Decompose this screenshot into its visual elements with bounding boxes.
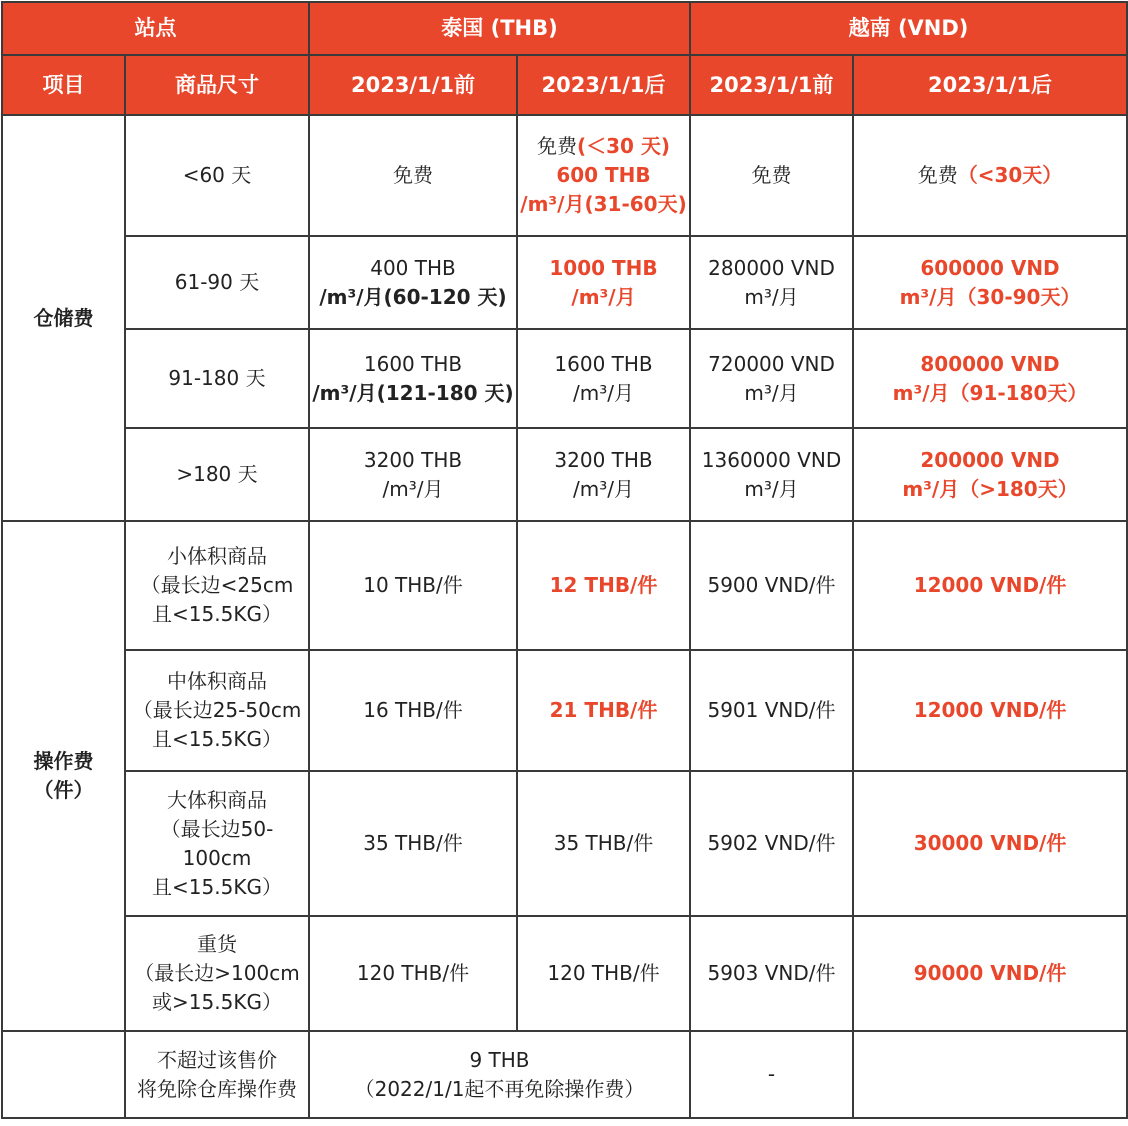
size-cell: 重货 （最长边>100cm 或>15.5KG）: [125, 916, 309, 1031]
vn-before-cell: 免费: [690, 115, 853, 236]
vn-after-cell: 800000 VND m³/月（91-180天）: [853, 329, 1127, 428]
table-row: [2, 115, 1127, 236]
th-before-cell: 120 THB/件: [309, 916, 517, 1031]
header-item: 项目: [2, 55, 125, 115]
size-cell: <60 天: [125, 115, 309, 236]
table-row: [2, 329, 1127, 428]
header-th-after: 2023/1/1后: [517, 55, 690, 115]
th-after-cell: 21 THB/件: [517, 650, 690, 771]
size-cell: 61-90 天: [125, 236, 309, 329]
exemption-vn-before-cell: -: [690, 1031, 853, 1118]
header-site: 站点: [2, 2, 309, 55]
vn-before-cell: 720000 VND m³/月: [690, 329, 853, 428]
header-size: 商品尺寸: [125, 55, 309, 115]
exemption-thailand-cell: 9 THB （2022/1/1起不再免除操作费）: [309, 1031, 690, 1118]
size-cell: 大体积商品 （最长边50- 100cm 且<15.5KG）: [125, 771, 309, 916]
vn-after-cell: 12000 VND/件: [853, 521, 1127, 650]
category-storage: 仓储费: [2, 115, 125, 521]
vn-before-cell: 5902 VND/件: [690, 771, 853, 916]
vn-before-cell: 5903 VND/件: [690, 916, 853, 1031]
th-after-cell: 12 THB/件: [517, 521, 690, 650]
vn-after-cell: 12000 VND/件: [853, 650, 1127, 771]
vn-before-cell: 1360000 VND m³/月: [690, 428, 853, 521]
th-before-cell: 400 THB /m³/月(60-120 天): [309, 236, 517, 329]
header-vietnam: 越南 (VND): [690, 2, 1127, 55]
table-row: [2, 916, 1127, 1031]
vn-after-cell: 免费（<30天）: [853, 115, 1127, 236]
vn-after-cell: 90000 VND/件: [853, 916, 1127, 1031]
vn-before-cell: 5901 VND/件: [690, 650, 853, 771]
table-row: [2, 650, 1127, 771]
th-before-cell: 16 THB/件: [309, 650, 517, 771]
exemption-empty-cell: [2, 1031, 125, 1118]
th-after-cell: 35 THB/件: [517, 771, 690, 916]
th-after-cell: 1000 THB /m³/月: [517, 236, 690, 329]
th-before-cell: 10 THB/件: [309, 521, 517, 650]
table-row-exemption: [2, 1031, 1127, 1118]
vn-after-cell: 30000 VND/件: [853, 771, 1127, 916]
table-row: [2, 771, 1127, 916]
th-after-cell: 3200 THB /m³/月: [517, 428, 690, 521]
th-before-cell: 3200 THB /m³/月: [309, 428, 517, 521]
fee-table: [1, 1, 1128, 1119]
exemption-label-cell: 不超过该售价 将免除仓库操作费: [125, 1031, 309, 1118]
size-cell: 91-180 天: [125, 329, 309, 428]
vn-before-cell: 5900 VND/件: [690, 521, 853, 650]
table-row: [2, 428, 1127, 521]
th-after-cell: 1600 THB /m³/月: [517, 329, 690, 428]
header-row-columns: [2, 55, 1127, 115]
size-cell: >180 天: [125, 428, 309, 521]
header-vn-after: 2023/1/1后: [853, 55, 1127, 115]
size-cell: 小体积商品 （最长边<25cm 且<15.5KG）: [125, 521, 309, 650]
size-cell: 中体积商品 （最长边25-50cm 且<15.5KG）: [125, 650, 309, 771]
exemption-vn-after-cell: [853, 1031, 1127, 1118]
th-before-cell: 免费: [309, 115, 517, 236]
vn-after-cell: 600000 VND m³/月（30-90天）: [853, 236, 1127, 329]
header-thailand: 泰国 (THB): [309, 2, 690, 55]
th-before-cell: 1600 THB /m³/月(121-180 天): [309, 329, 517, 428]
header-vn-before: 2023/1/1前: [690, 55, 853, 115]
category-handling: 操作费 （件）: [2, 521, 125, 1031]
th-after-cell: 120 THB/件: [517, 916, 690, 1031]
th-after-cell: 免费(＜30 天) 600 THB /m³/月(31-60天): [517, 115, 690, 236]
vn-after-cell: 200000 VND m³/月（>180天）: [853, 428, 1127, 521]
header-th-before: 2023/1/1前: [309, 55, 517, 115]
th-before-cell: 35 THB/件: [309, 771, 517, 916]
table-row: [2, 521, 1127, 650]
header-row-sites: [2, 2, 1127, 55]
vn-before-cell: 280000 VND m³/月: [690, 236, 853, 329]
table-row: [2, 236, 1127, 329]
